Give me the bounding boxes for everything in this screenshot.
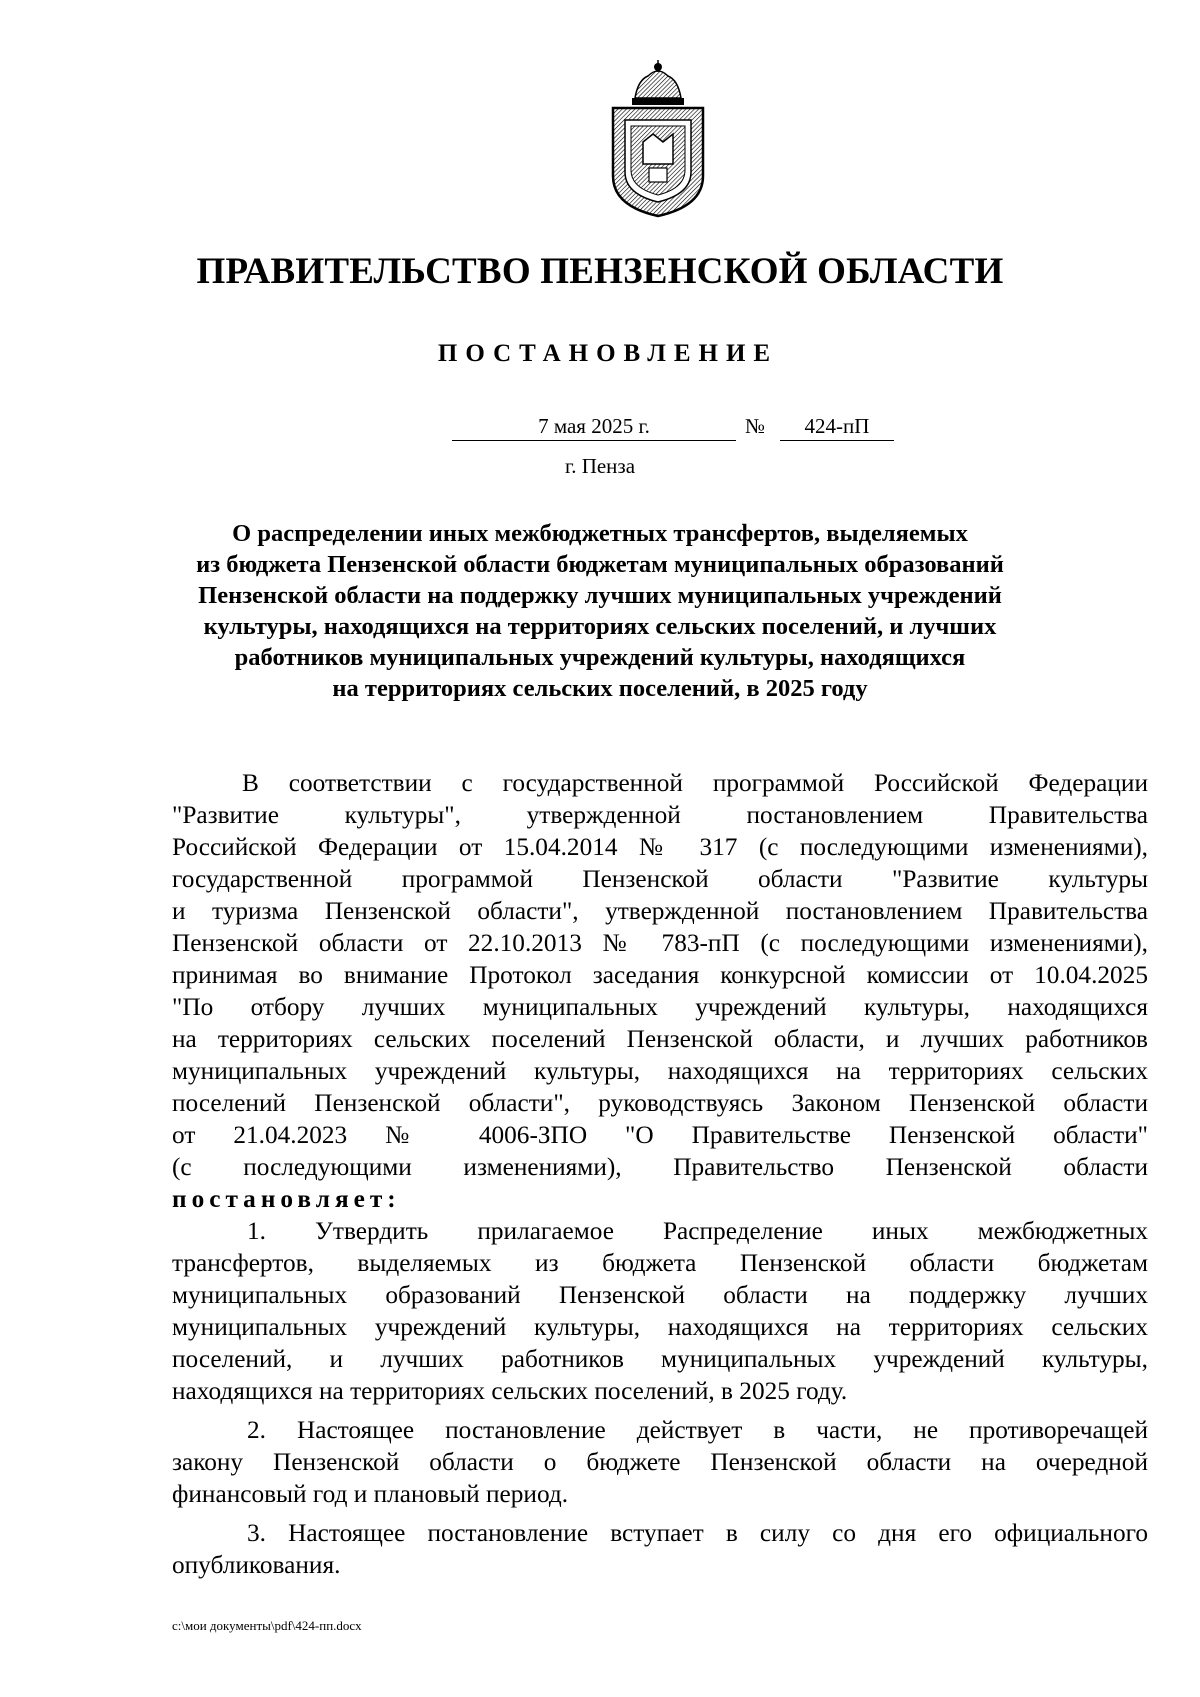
heading-line: Пензенской области на поддержку лучших муниципальных учреждений bbox=[198, 582, 1002, 609]
text-line: на территориях сельских поселений Пензенской области, и лучших работников bbox=[172, 1025, 1148, 1053]
text-line: Российской Федерации от 15.04.2014 № 317 (с последующими изменениями), bbox=[172, 833, 1148, 861]
heading-line: работников муниципальных учреждений культуры, находящихся bbox=[234, 644, 966, 671]
text-line: трансфертов, выделяемых из бюджета Пензенской области бюджетам bbox=[172, 1249, 1148, 1277]
text-line: принимая во внимание Протокол заседания конкурсной комиссии от 10.04.2025 bbox=[172, 961, 1148, 989]
organization-title: ПРАВИТЕЛЬСТВО ПЕНЗЕНСКОЙ ОБЛАСТИ bbox=[196, 251, 1004, 292]
document-city: г. Пенза bbox=[564, 454, 636, 478]
text-line: государственной программой Пензенской области "Развитие культуры bbox=[172, 865, 1148, 893]
text-line: муниципальных учреждений культуры, находящихся на территориях сельских bbox=[172, 1313, 1148, 1341]
text-line: от 21.04.2023 № 4006-ЗПО "О Правительстве Пензенской области" bbox=[172, 1121, 1148, 1149]
text-line: 2. Настоящее постановление действует в части, не противоречащей bbox=[247, 1416, 1148, 1444]
text-line: поселений, и лучших работников муниципальных учреждений культуры, bbox=[172, 1345, 1148, 1373]
document-type: ПОСТАНОВЛЕНИЕ bbox=[437, 340, 779, 367]
document-number: 424-пП bbox=[780, 412, 894, 441]
heading-line: на территориях сельских поселений, в 2025 году bbox=[332, 675, 868, 702]
text-line: Пензенской области от 22.10.2013 № 783-пП (с последующими изменениями), bbox=[172, 929, 1148, 957]
text-line: закону Пензенской области о бюджете Пензенской области на очередной bbox=[172, 1448, 1148, 1476]
text-line: и туризма Пензенской области", утвержденной постановлением Правительства bbox=[172, 897, 1148, 925]
document-heading bbox=[150, 518, 1050, 704]
text-line: В соответствии с государственной программой Российской Федерации bbox=[242, 769, 1148, 797]
decree-word: постановляет: bbox=[172, 1185, 401, 1213]
text-line: "Развитие культуры", утвержденной постановлением Правительства bbox=[172, 801, 1148, 829]
text-line: муниципальных учреждений культуры, находящихся на территориях сельских bbox=[172, 1057, 1148, 1085]
text-line: опубликования. bbox=[172, 1551, 341, 1579]
preamble-paragraph bbox=[172, 767, 1148, 1215]
document-date: 7 мая 2025 г. bbox=[452, 412, 736, 441]
document-body bbox=[172, 767, 1148, 1581]
item-1-paragraph bbox=[172, 1215, 1148, 1407]
text-line: "По отбору лучших муниципальных учреждений культуры, находящихся bbox=[172, 993, 1148, 1021]
text-line: финансовый год и плановый период. bbox=[172, 1480, 569, 1508]
item-3-paragraph bbox=[172, 1517, 1148, 1581]
text-line: поселений Пензенской области", руководствуясь Законом Пензенской области bbox=[172, 1089, 1148, 1117]
item-2-paragraph bbox=[172, 1414, 1148, 1510]
text-line: (с последующими изменениями), Правительство Пензенской области bbox=[172, 1153, 1148, 1181]
text-line: 1. Утвердить прилагаемое Распределение иных межбюджетных bbox=[247, 1217, 1148, 1245]
heading-line: из бюджета Пензенской области бюджетам муниципальных образований bbox=[196, 551, 1004, 578]
text-line: 3. Настоящее постановление вступает в силу со дня его официального bbox=[247, 1519, 1148, 1547]
coat-of-arms-emblem bbox=[605, 58, 711, 220]
file-path-footer: c:\мои документы\pdf\424-пп.docx bbox=[172, 1618, 362, 1633]
text-line: находящихся на территориях сельских поселений, в 2025 году. bbox=[172, 1377, 848, 1405]
heading-line: О распределении иных межбюджетных трансфертов, выделяемых bbox=[232, 520, 968, 547]
number-sign: № bbox=[745, 414, 766, 438]
text-line: муниципальных образований Пензенской области на поддержку лучших bbox=[172, 1281, 1148, 1309]
heading-line: культуры, находящихся на территориях сельских поселений, и лучших bbox=[203, 613, 997, 640]
